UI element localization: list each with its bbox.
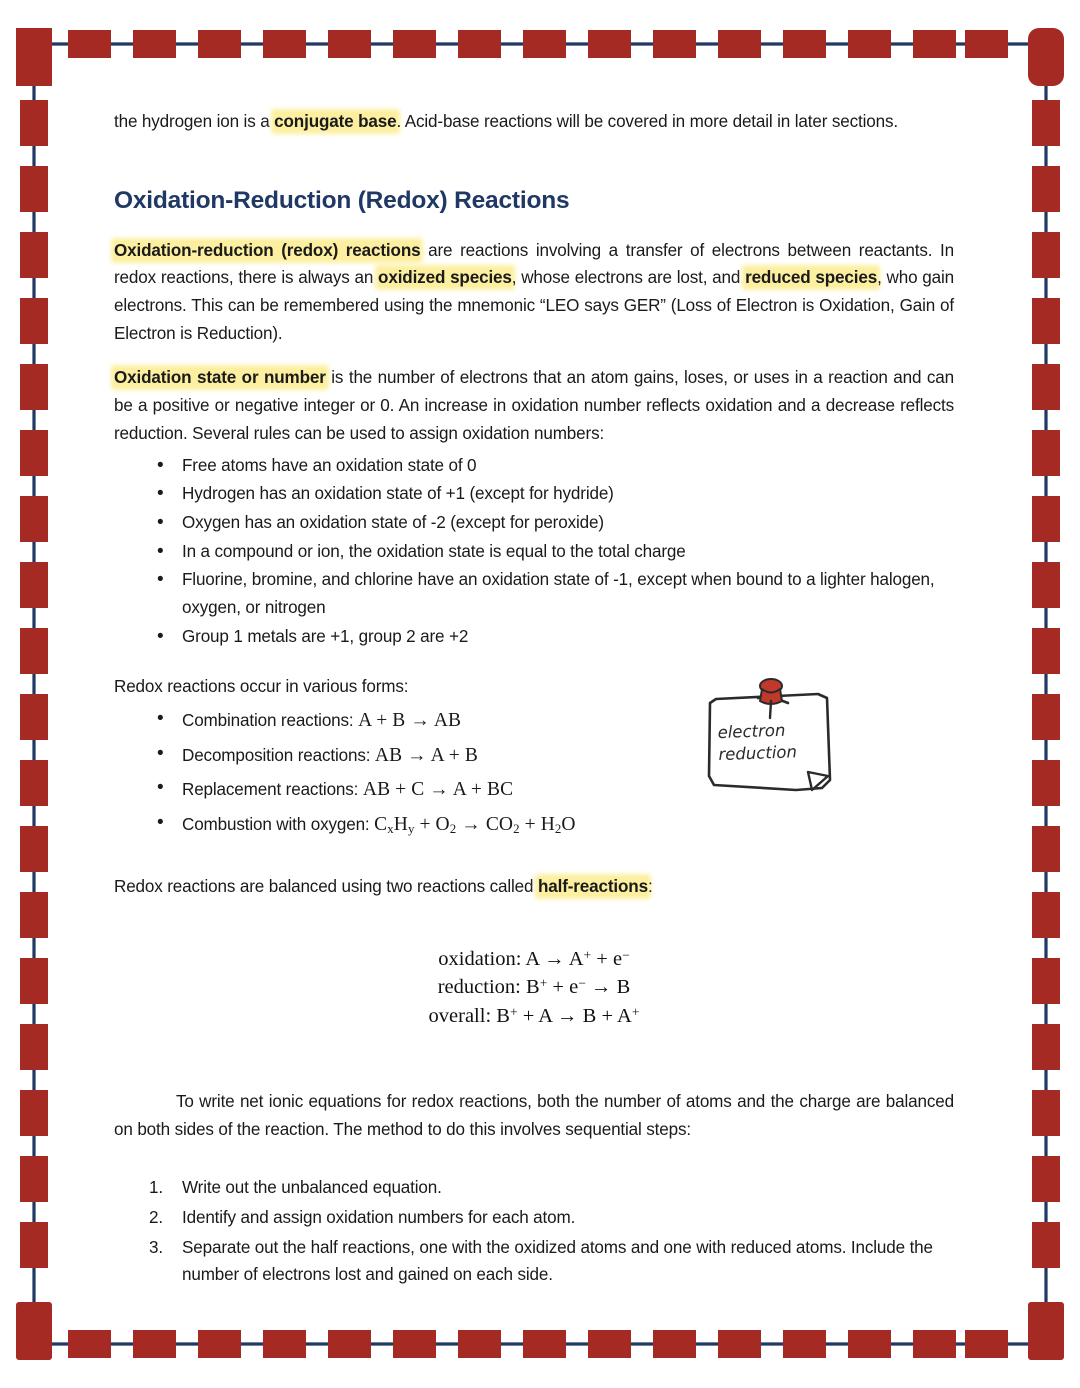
- highlight-conjugate-base: conjugate base: [274, 112, 397, 131]
- paragraph-net-ionic: To write net ionic equations for redox reactions, both the number of atoms and the charge are balanced on both sides of the reaction. The method to do this involves sequential steps:: [114, 1091, 954, 1139]
- oxidation-state-text: is the number of electrons that an atom gains, loses, or uses in a reaction and can be a positive or negative integer or 0. An increase in oxidation number reflects oxidation and a decrease reflects reduction. Several rules can be used to assign oxidation numbers:: [114, 368, 954, 443]
- sticky-note-annotation: [700, 672, 850, 812]
- redox-form-label: Replacement reactions:: [182, 780, 363, 800]
- list-item: • Fluorine, bromine, and chlorine have an oxidation state of -1, except when bound to a lighter halogen, oxygen, or nitrogen: [114, 566, 954, 621]
- redox-form-equation: $C_xH_y + O_2 \to CO_2 + H_2O$: [374, 813, 576, 836]
- redox-def-text-3: , who gain electrons. This can be remembered using the mnemonic “LEO says GER” (Loss of Electron is Oxidation, Gain of Electron is Reduction).: [114, 268, 954, 343]
- sticky-note-text: [717, 718, 836, 767]
- paragraph-half-reactions: [114, 873, 954, 901]
- redox-forms-intro: Redox reactions occur in various forms:: [114, 677, 409, 697]
- list-item: • Free atoms have an oxidation state of 0: [114, 452, 954, 480]
- redox-form-label: Combination reactions:: [182, 711, 359, 730]
- redox-form-label: Combustion with oxygen:: [182, 814, 375, 834]
- highlight-oxidized-species: oxidized species: [378, 268, 512, 288]
- list-item: Write out the unbalanced equation.: [182, 1178, 442, 1198]
- redox-def-text-2: , whose electrons are lost, and: [511, 268, 746, 288]
- paragraph-redox-definition: [114, 237, 954, 348]
- redox-form-equation: AB + C → A + BC: [362, 779, 514, 801]
- sticky-note-line-1: electron: [717, 720, 786, 743]
- net-ionic-steps-list: [114, 1174, 954, 1289]
- redox-def-text-1: are reactions involving a transfer of electrons between reactants. In redox reactions, there is always an: [114, 240, 954, 288]
- highlight-reduced-species: reduced species: [745, 268, 878, 288]
- highlight-redox-reactions: Oxidation-reduction (redox) reactions: [114, 240, 421, 260]
- list-item: [114, 809, 954, 841]
- equation-oxidation: oxidation: A → A+ + e−: [438, 947, 630, 970]
- list-item: • Oxygen has an oxidation state of -2 (except for peroxide): [114, 509, 954, 537]
- redox-form-label: Decomposition reactions:: [182, 745, 375, 765]
- oxidation-rules-list: [114, 452, 954, 651]
- highlight-oxidation-state: Oxidation state or number: [114, 368, 326, 388]
- list-item: • Group 1 metals are +1, group 2 are +2: [114, 623, 954, 651]
- half-reaction-equation-block: [114, 945, 954, 1030]
- list-item: • In a compound or ion, the oxidation state is equal to the total charge: [114, 538, 954, 566]
- half-reactions-text-2: :: [647, 877, 653, 897]
- list-item: • Hydrogen has an oxidation state of +1 (except for hydride): [114, 480, 954, 508]
- continued-lead: the hydrogen ion is a: [114, 112, 275, 131]
- highlight-half-reactions: half-reactions: [537, 877, 648, 897]
- continued-tail: . Acid-base reactions will be covered in more detail in later sections.: [396, 112, 898, 131]
- equation-reduction: reduction: B+ + e− → B: [437, 975, 631, 999]
- list-item: Separate out the half reactions, one with the oxidized atoms and one with reduced atoms. Include the number of electrons lost and gained on each side.: [182, 1237, 933, 1285]
- sticky-note-line-2: reduction: [718, 742, 798, 765]
- redox-form-equation: A + B → AB: [358, 710, 462, 731]
- continued-paragraph: [114, 108, 954, 136]
- paragraph-oxidation-state: [114, 364, 954, 447]
- redox-form-equation: AB → A + B: [374, 744, 478, 766]
- half-reactions-text-1: Redox reactions are balanced using two reactions called: [114, 877, 538, 897]
- section-heading-redox: Oxidation-Reduction (Redox) Reactions: [114, 186, 570, 214]
- equation-overall: overall: B+ + A → B + A+: [428, 1003, 640, 1027]
- list-item: Identify and assign oxidation numbers for each atom.: [182, 1207, 576, 1227]
